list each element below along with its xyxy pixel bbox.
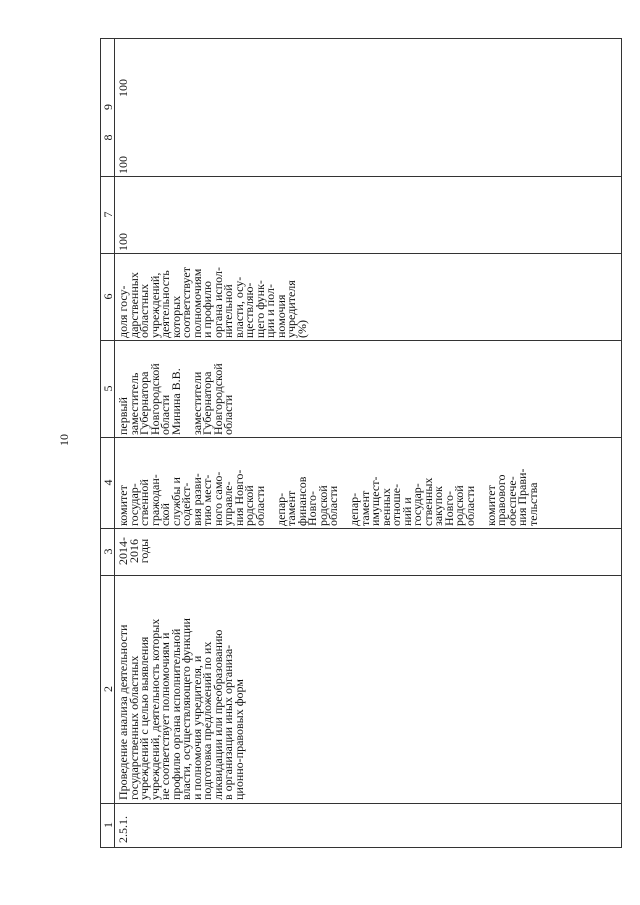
- header-col-5: 5: [101, 385, 115, 392]
- header-col-8: 8: [101, 134, 115, 141]
- header-col-7: 7: [101, 211, 115, 218]
- cell-responsible: первый заместитель Губернатора Новгородской области Минина В.В. заместители Губернатора Новгородской области: [116, 363, 235, 435]
- header-col-4: 4: [101, 479, 115, 486]
- header-col-1: 1: [101, 822, 115, 828]
- header-col-2: 2: [101, 686, 115, 692]
- cell-indicator: доля госу- дарственных областных учреждений, деятельность которых соответствует полномочиям и профилю органа испол- нительной власти, осу- ществляю- щего функ- ции и пол- номочия учредителя (%): [116, 267, 309, 338]
- cell-number: 2.5.1.: [116, 816, 130, 843]
- table-border-top: [100, 38, 622, 39]
- cell-value-7: 100: [116, 233, 130, 251]
- table-border-right: [621, 38, 622, 848]
- cell-value-9: 100: [116, 79, 130, 97]
- table-border-bottom: [100, 847, 622, 848]
- header-col-6: 6: [101, 293, 115, 300]
- column-divider-3-2: [100, 803, 622, 804]
- cell-value-8: 100: [116, 156, 130, 174]
- cell-executors: комитет государ- ственной гражодан- ской службы и содейст- вия разви- тию мест- ного само- управле- ния Новго- родской области депар- тамент финансов Новго- родской области депар- тамент имущест- венных отноше- ний и государ- ственных закупок Новго- родской области комитет правового обеспече- ния Прави- тельства: [116, 468, 540, 526]
- cell-period: 2014- 2016 годы: [116, 537, 151, 565]
- page-number: 10: [57, 434, 71, 446]
- table-border-left: [100, 38, 101, 848]
- plan-table: [100, 38, 622, 848]
- header-row-divider: [114, 38, 115, 848]
- header-col-3: 3: [101, 548, 115, 555]
- header-col-9: 9: [101, 104, 115, 110]
- column-divider-9-8: [100, 176, 622, 177]
- cell-description: Проведение анализа деятельности государственных областных учреждений с целью выявления учреждений, деятельность которых не соответствует полномочиям и профилю органа исполнительной власти, осуществляющего функции и полномочия учредителя, и подготовка предложений по их ликвидации или преобразованию в организации иных организа- ционно-правовых форм: [116, 618, 246, 800]
- column-divider-5-4: [100, 528, 622, 529]
